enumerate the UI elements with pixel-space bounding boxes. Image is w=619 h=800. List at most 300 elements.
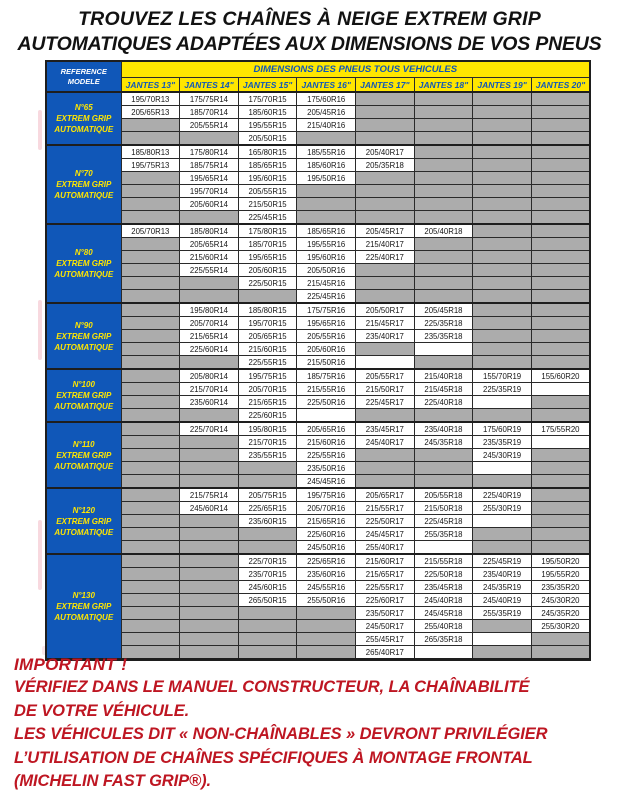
tire-size-cell: 215/70R14 — [180, 383, 239, 396]
tire-size-cell: 195/70R14 — [180, 185, 239, 198]
empty-cell — [531, 159, 590, 172]
empty-cell — [473, 620, 532, 633]
notice-heading: IMPORTANT ! — [14, 655, 128, 674]
tire-size-cell: 215/55R18 — [414, 554, 473, 568]
table-header-row-2 — [46, 78, 590, 93]
tire-size-cell: 205/70R15 — [238, 383, 297, 396]
table-row — [46, 343, 590, 356]
empty-cell — [121, 211, 180, 225]
empty-cell — [180, 290, 239, 304]
tire-size-cell: 195/65R16 — [297, 317, 356, 330]
empty-cell — [414, 145, 473, 159]
tire-size-cell: 205/65R14 — [180, 238, 239, 251]
model-label-cell — [46, 303, 121, 369]
empty-cell — [356, 185, 415, 198]
table-row — [46, 515, 590, 528]
table-row — [46, 436, 590, 449]
empty-cell — [238, 290, 297, 304]
tire-size-cell: 225/45R19 — [473, 554, 532, 568]
empty-cell — [531, 475, 590, 489]
empty-cell — [414, 119, 473, 132]
tire-size-cell: 195/75R13 — [121, 159, 180, 172]
model-label-line: AUTOMATIQUE — [54, 527, 114, 537]
tire-size-cell: 235/40R19 — [473, 568, 532, 581]
table-header-row-1 — [46, 61, 590, 78]
page-title-line2: AUTOMATIQUES ADAPTÉES AUX DIMENSIONS DE VOS PNEUS — [17, 33, 602, 55]
empty-cell — [356, 356, 415, 370]
tire-size-cell: 255/30R19 — [473, 502, 532, 515]
empty-cell — [356, 132, 415, 146]
empty-cell — [297, 211, 356, 225]
tire-size-cell: 195/80R14 — [180, 303, 239, 317]
model-label-line: EXTREM GRIP — [56, 516, 112, 526]
tire-size-cell: 185/60R16 — [297, 159, 356, 172]
empty-cell — [121, 502, 180, 515]
empty-cell — [356, 449, 415, 462]
empty-cell — [414, 132, 473, 146]
empty-cell — [238, 462, 297, 475]
tire-size-cell: 235/60R14 — [180, 396, 239, 409]
empty-cell — [180, 515, 239, 528]
empty-cell — [414, 356, 473, 370]
model-label-line: AUTOMATIQUE — [54, 613, 114, 622]
table-row — [46, 317, 590, 330]
empty-cell — [180, 132, 239, 146]
tire-size-cell: 205/50R17 — [356, 303, 415, 317]
empty-cell — [180, 620, 239, 633]
empty-cell — [356, 475, 415, 489]
tire-size-cell: 225/70R15 — [238, 554, 297, 568]
tire-size-cell: 205/55R17 — [356, 369, 415, 383]
tire-size-cell: 195/55R16 — [297, 238, 356, 251]
tire-size-cell: 205/50R15 — [238, 132, 297, 146]
empty-cell — [180, 568, 239, 581]
table-row — [46, 290, 590, 304]
tire-size-cell: 205/65R13 — [121, 106, 180, 119]
notice-line: LES VÉHICULES DIT « NON-CHAÎNABLES » DEVRONT PRIVILÉGIER — [14, 725, 548, 743]
model-label-line: N°120 — [72, 505, 95, 515]
empty-cell — [531, 449, 590, 462]
tire-size-cell: 245/60R14 — [180, 502, 239, 515]
tire-size-cell: 175/80R14 — [180, 145, 239, 159]
column-header-jantes-18: JANTES 18" — [414, 78, 473, 93]
tire-size-cell: 225/35R19 — [473, 383, 532, 396]
table-row — [46, 488, 590, 502]
tire-size-cell: 195/60R15 — [238, 172, 297, 185]
empty-cell — [356, 462, 415, 475]
empty-cell — [121, 383, 180, 396]
empty-cell — [180, 211, 239, 225]
model-label-line: AUTOMATIQUE — [54, 125, 114, 134]
empty-cell — [121, 581, 180, 594]
tire-size-cell: 205/70R14 — [180, 317, 239, 330]
model-label-line: N°110 — [72, 439, 95, 449]
tire-size-cell: 185/80R15 — [238, 303, 297, 317]
empty-cell — [473, 238, 532, 251]
empty-cell — [531, 224, 590, 238]
tire-size-cell: 225/45R17 — [356, 396, 415, 409]
model-label-line: AUTOMATIQUE — [54, 342, 114, 352]
model-label-line: AUTOMATIQUE — [54, 461, 114, 471]
tire-size-cell: 215/65R17 — [356, 568, 415, 581]
empty-cell — [180, 475, 239, 489]
tire-size-cell: 245/35R19 — [473, 581, 532, 594]
empty-cell — [473, 132, 532, 146]
empty-cell — [297, 198, 356, 211]
table-row — [46, 369, 590, 383]
tire-size-cell: 255/35R18 — [414, 528, 473, 541]
empty-cell — [414, 92, 473, 106]
empty-cell — [473, 343, 532, 356]
tire-size-cell: 215/60R15 — [238, 343, 297, 356]
empty-cell — [473, 528, 532, 541]
tire-size-cell: 195/65R15 — [238, 251, 297, 264]
model-label-line: AUTOMATIQUE — [54, 270, 114, 279]
tire-size-cell: 235/40R18 — [414, 422, 473, 436]
tire-size-cell: 215/50R17 — [356, 383, 415, 396]
model-label-cell — [46, 224, 121, 303]
tire-size-cell: 205/45R18 — [414, 303, 473, 317]
important-notice — [14, 654, 614, 794]
empty-cell — [297, 633, 356, 646]
empty-cell — [121, 528, 180, 541]
tire-size-cell: 245/45R18 — [414, 607, 473, 620]
tire-size-cell: 265/35R18 — [414, 633, 473, 646]
empty-cell — [121, 475, 180, 489]
empty-cell — [531, 502, 590, 515]
empty-cell — [531, 396, 590, 409]
notice-line: L’UTILISATION DE CHAÎNES SPÉCIFIQUES À MONTAGE FRONTAL — [14, 748, 533, 767]
tire-size-cell: 185/75R14 — [180, 159, 239, 172]
table-row — [46, 132, 590, 146]
empty-cell — [121, 422, 180, 436]
tire-size-cell: 205/70R13 — [121, 224, 180, 238]
tire-size-cell: 215/65R15 — [238, 396, 297, 409]
empty-cell — [121, 303, 180, 317]
empty-cell — [414, 159, 473, 172]
empty-cell — [121, 290, 180, 304]
empty-cell — [121, 515, 180, 528]
tire-size-cell: 185/70R14 — [180, 106, 239, 119]
model-label-cell — [46, 92, 121, 145]
tire-size-cell: 255/30R20 — [531, 620, 590, 633]
empty-cell — [531, 409, 590, 423]
notice-line: DE VOTRE VÉHICULE. — [14, 701, 190, 720]
empty-cell — [531, 317, 590, 330]
empty-cell — [238, 607, 297, 620]
empty-cell — [414, 462, 473, 475]
tire-size-cell: 175/60R16 — [297, 92, 356, 106]
empty-cell — [297, 620, 356, 633]
model-label-cell — [46, 488, 121, 554]
model-label-line: N°100 — [72, 380, 95, 389]
model-label-line: N°130 — [72, 591, 95, 600]
empty-cell — [473, 92, 532, 106]
tire-size-cell: 205/35R18 — [356, 159, 415, 172]
model-label-cell — [46, 369, 121, 422]
tire-size-cell: 185/75R16 — [297, 369, 356, 383]
tire-size-cell: 225/70R14 — [180, 422, 239, 436]
tire-size-cell: 235/50R17 — [356, 607, 415, 620]
model-label-line: AUTOMATIQUE — [54, 191, 114, 200]
tire-size-cell: 195/75R16 — [297, 488, 356, 502]
tire-size-cell: 155/60R20 — [531, 369, 590, 383]
reference-model-header — [46, 61, 121, 92]
model-label-cell — [46, 145, 121, 224]
tire-size-cell: 235/45R18 — [414, 581, 473, 594]
tire-size-cell: 195/75R15 — [238, 369, 297, 383]
table-row — [46, 409, 590, 423]
table-row — [46, 303, 590, 317]
tire-size-cell: 215/60R17 — [356, 554, 415, 568]
model-label-line: EXTREM GRIP — [56, 259, 112, 268]
model-label-line: EXTREM GRIP — [56, 391, 112, 400]
tire-size-cell: 175/80R15 — [238, 224, 297, 238]
empty-cell — [473, 145, 532, 159]
table-row — [46, 172, 590, 185]
empty-cell — [121, 396, 180, 409]
tire-size-cell: 175/75R14 — [180, 92, 239, 106]
column-header-jantes-15: JANTES 15" — [238, 78, 297, 93]
tire-size-cell: 225/45R15 — [238, 211, 297, 225]
empty-cell — [531, 356, 590, 370]
empty-cell — [180, 528, 239, 541]
tire-size-cell: 225/40R18 — [414, 396, 473, 409]
model-label-line: N°65 — [74, 103, 93, 112]
empty-cell — [356, 106, 415, 119]
model-label-line: N°90 — [74, 320, 93, 330]
table-row — [46, 159, 590, 172]
tire-size-cell: 245/35R20 — [531, 607, 590, 620]
tire-size-cell: 175/70R15 — [238, 92, 297, 106]
empty-cell — [473, 264, 532, 277]
tire-size-cell: 245/45R17 — [356, 528, 415, 541]
empty-cell — [180, 581, 239, 594]
table-row — [46, 581, 590, 594]
tire-size-cell: 225/50R15 — [238, 277, 297, 290]
tire-size-cell: 265/50R15 — [238, 594, 297, 607]
empty-cell — [531, 290, 590, 304]
scan-artifact — [38, 110, 42, 150]
tire-size-cell: 235/35R18 — [414, 330, 473, 343]
table-row — [46, 198, 590, 211]
table-row — [46, 502, 590, 515]
model-label-line: N°80 — [74, 248, 93, 257]
empty-cell — [238, 633, 297, 646]
tire-size-cell: 255/40R18 — [414, 620, 473, 633]
empty-cell — [531, 211, 590, 225]
table-row — [46, 330, 590, 343]
empty-cell — [356, 211, 415, 225]
empty-cell — [531, 172, 590, 185]
reference-header-line2: MODELE — [67, 76, 100, 86]
empty-cell — [121, 132, 180, 146]
page-title-line1: TROUVEZ LES CHAÎNES À NEIGE EXTREM GRIP — [78, 8, 541, 30]
empty-cell — [121, 554, 180, 568]
tire-size-cell: 185/65R16 — [297, 224, 356, 238]
empty-cell — [121, 185, 180, 198]
table-row — [46, 594, 590, 607]
tire-size-cell: 235/35R20 — [531, 581, 590, 594]
tire-size-cell: 195/80R15 — [238, 422, 297, 436]
empty-cell — [356, 343, 415, 356]
tire-size-cell: 155/70R19 — [473, 369, 532, 383]
empty-cell — [414, 409, 473, 423]
tire-size-cell: 185/80R13 — [121, 145, 180, 159]
empty-cell — [473, 106, 532, 119]
empty-cell — [180, 277, 239, 290]
tire-size-cell: 205/50R16 — [297, 264, 356, 277]
empty-cell — [121, 343, 180, 356]
empty-cell — [414, 185, 473, 198]
tire-size-cell: 215/40R18 — [414, 369, 473, 383]
tire-size-cell: 225/55R15 — [238, 356, 297, 370]
empty-cell — [121, 330, 180, 343]
table-row — [46, 211, 590, 225]
table-row — [46, 224, 590, 238]
tire-size-cell: 205/45R17 — [356, 224, 415, 238]
tire-size-cell: 205/45R16 — [297, 106, 356, 119]
tire-size-cell: 245/35R18 — [414, 436, 473, 449]
tire-size-cell: 225/65R15 — [238, 502, 297, 515]
empty-cell — [121, 633, 180, 646]
empty-cell — [238, 620, 297, 633]
column-header-jantes-17: JANTES 17" — [356, 78, 415, 93]
tire-size-cell: 215/70R15 — [238, 436, 297, 449]
empty-cell — [180, 356, 239, 370]
empty-cell — [473, 462, 532, 475]
empty-cell — [531, 462, 590, 475]
empty-cell — [531, 119, 590, 132]
empty-cell — [414, 251, 473, 264]
empty-cell — [297, 185, 356, 198]
empty-cell — [356, 290, 415, 304]
empty-cell — [531, 92, 590, 106]
empty-cell — [414, 277, 473, 290]
tire-size-cell: 205/70R16 — [297, 502, 356, 515]
empty-cell — [473, 251, 532, 264]
empty-cell — [121, 541, 180, 555]
tire-size-cell: 225/60R17 — [356, 594, 415, 607]
empty-cell — [121, 409, 180, 423]
empty-cell — [414, 238, 473, 251]
empty-cell — [297, 607, 356, 620]
tire-size-cell: 215/45R17 — [356, 317, 415, 330]
table-row — [46, 568, 590, 581]
tire-size-cell: 215/60R14 — [180, 251, 239, 264]
tire-size-cell: 235/50R16 — [297, 462, 356, 475]
empty-cell — [180, 607, 239, 620]
empty-cell — [531, 145, 590, 159]
model-label-cell — [46, 554, 121, 660]
table-row — [46, 145, 590, 159]
tire-size-cell: 195/70R13 — [121, 92, 180, 106]
table-row — [46, 356, 590, 370]
table-row — [46, 277, 590, 290]
empty-cell — [531, 515, 590, 528]
tire-size-cell: 195/50R20 — [531, 554, 590, 568]
empty-cell — [121, 119, 180, 132]
empty-cell — [473, 211, 532, 225]
empty-cell — [180, 409, 239, 423]
empty-cell — [473, 396, 532, 409]
empty-cell — [414, 343, 473, 356]
empty-cell — [531, 633, 590, 646]
tire-size-cell: 195/65R14 — [180, 172, 239, 185]
tire-size-cell: 215/45R16 — [297, 277, 356, 290]
model-label-cell — [46, 422, 121, 488]
tire-size-cell: 205/55R16 — [297, 330, 356, 343]
tire-size-cell: 205/55R14 — [180, 119, 239, 132]
tire-size-cell: 215/45R18 — [414, 383, 473, 396]
table-row — [46, 620, 590, 633]
tire-size-cell: 225/60R16 — [297, 528, 356, 541]
tire-size-cell: 185/65R15 — [238, 159, 297, 172]
tire-size-cell: 225/55R17 — [356, 581, 415, 594]
empty-cell — [531, 436, 590, 449]
tire-size-cell: 225/50R17 — [356, 515, 415, 528]
empty-cell — [531, 383, 590, 396]
tire-size-cell: 225/55R16 — [297, 449, 356, 462]
empty-cell — [297, 409, 356, 423]
tire-size-cell: 235/40R17 — [356, 330, 415, 343]
tire-size-cell: 215/50R18 — [414, 502, 473, 515]
tire-size-cell: 185/60R15 — [238, 106, 297, 119]
table-row — [46, 396, 590, 409]
empty-cell — [473, 303, 532, 317]
tire-size-cell: 225/55R14 — [180, 264, 239, 277]
tire-size-cell: 245/55R16 — [297, 581, 356, 594]
reference-header-line1: REFERENCE — [60, 66, 107, 76]
empty-cell — [180, 554, 239, 568]
empty-cell — [356, 119, 415, 132]
tire-size-cell: 235/35R19 — [473, 436, 532, 449]
empty-cell — [531, 541, 590, 555]
tire-size-cell: 215/55R17 — [356, 502, 415, 515]
empty-cell — [121, 594, 180, 607]
tire-size-cell: 205/55R18 — [414, 488, 473, 502]
empty-cell — [414, 211, 473, 225]
table-row — [46, 541, 590, 555]
tire-size-cell: 265/40R17 — [356, 646, 415, 660]
tire-size-cell: 245/45R16 — [297, 475, 356, 489]
tire-size-cell: 245/50R16 — [297, 541, 356, 555]
empty-cell — [531, 185, 590, 198]
empty-cell — [180, 436, 239, 449]
empty-cell — [473, 185, 532, 198]
dimensions-span-header: DIMENSIONS DES PNEUS TOUS VEHICULES — [121, 61, 590, 78]
empty-cell — [238, 528, 297, 541]
tire-size-cell: 245/30R19 — [473, 449, 532, 462]
tire-size-cell: 235/60R15 — [238, 515, 297, 528]
empty-cell — [473, 277, 532, 290]
table-row — [46, 449, 590, 462]
empty-cell — [356, 92, 415, 106]
empty-cell — [414, 198, 473, 211]
empty-cell — [121, 317, 180, 330]
empty-cell — [473, 224, 532, 238]
model-label-line: EXTREM GRIP — [56, 180, 112, 189]
model-label-line: EXTREM GRIP — [56, 450, 112, 460]
table-row — [46, 528, 590, 541]
tire-size-cell: 225/60R15 — [238, 409, 297, 423]
table-row — [46, 607, 590, 620]
tire-size-cell: 215/40R16 — [297, 119, 356, 132]
tire-size-cell: 225/40R17 — [356, 251, 415, 264]
empty-cell — [121, 568, 180, 581]
tire-size-cell: 195/55R15 — [238, 119, 297, 132]
tire-size-cell: 235/55R15 — [238, 449, 297, 462]
